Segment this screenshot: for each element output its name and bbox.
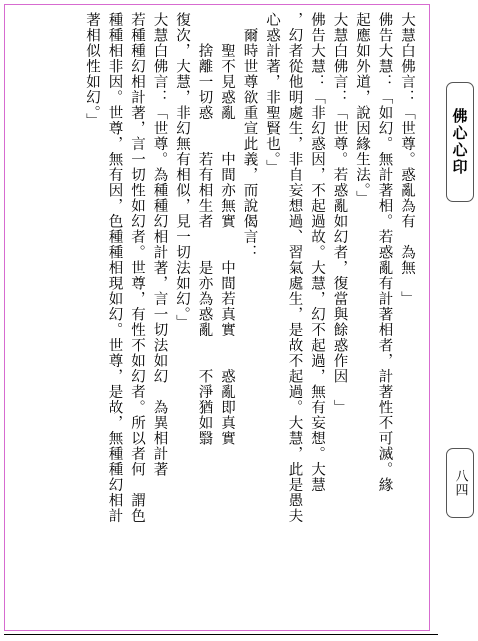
- text-column-12: 種種相非因。世尊，無有因，色種種相現如幻。世尊，是故，無種種幻相計: [106, 12, 123, 524]
- text-column-11: 若種種幻相計著，言一切性如幻者。世尊，有性不如幻者。所以者何 謂色: [129, 12, 145, 524]
- text-column-13: 著相似性如幻。」: [84, 12, 100, 129]
- page-number-tab: [446, 448, 474, 518]
- text-column-7: 心惑計著，非聖賢也。」: [264, 12, 280, 176]
- bottom-rule: [4, 634, 438, 635]
- verse-column-2: 捨離一切惑 若有相生者 是亦為惑亂 不淨猶如翳: [196, 12, 213, 446]
- verse-column-1: 聖不見惑亂 中間亦無實 中間若真實 惑亂即真實: [219, 12, 235, 446]
- text-column-3: 起應如外道，說因緣生法。」: [354, 12, 370, 207]
- book-title-tab: [446, 82, 474, 202]
- sutra-text-body: [83, 12, 417, 626]
- text-column-9: 復次，大慧，非幻無有相似，見一切法如幻。」: [174, 12, 190, 331]
- text-column-8: 爾時世尊欲重宣此義，而說偈言：: [241, 12, 258, 260]
- page-number: 八四: [452, 469, 468, 497]
- text-column-2: 佛告大慧：「如幻。無計著相。若惑亂有計著相者，計著性不可滅。緣: [376, 12, 393, 493]
- text-column-5: 佛告大慧：「非幻惑因，不起過故。大慧，幻不起過，無有妄想。大慧: [309, 12, 325, 493]
- text-column-1: 大慧白佛言：「世尊。惑亂為有 為無 」: [399, 12, 415, 307]
- book-title: 佛心心印: [450, 108, 469, 176]
- text-column-4: 大慧白佛言：「世尊。若惑亂如幻者，復當與餘惑作因 」: [331, 12, 348, 415]
- text-column-6: ，幻者從他明處生，非自妄想過、習氣處生，是故不起過。大慧，此是愚夫: [286, 12, 303, 524]
- text-column-10: 大慧白佛言：「世尊。為種種幻相計著，言一切法如幻 為異相計著: [151, 12, 168, 477]
